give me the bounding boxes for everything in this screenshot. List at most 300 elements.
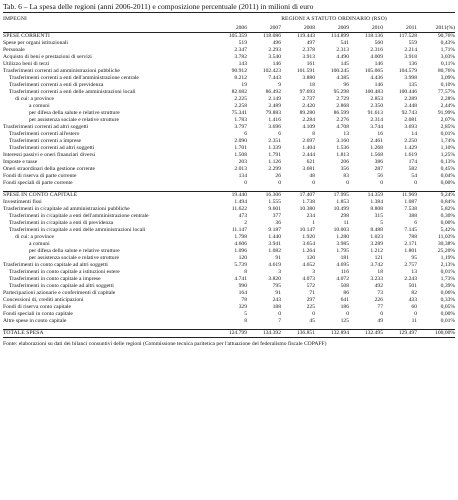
row-value: 2.347 bbox=[234, 47, 247, 53]
row-value: 10.499 bbox=[333, 206, 349, 212]
row-value: 136.851 bbox=[281, 330, 315, 338]
row-value: 519 bbox=[238, 40, 247, 46]
row-value: 91 bbox=[275, 290, 281, 296]
row-value: 4.606 bbox=[234, 241, 247, 247]
row-value: 0,06% bbox=[440, 290, 456, 296]
row-value: 186 bbox=[340, 304, 349, 310]
row-label: Oneri straordinari della gestione corrente bbox=[3, 166, 95, 172]
row-value: 2.697 bbox=[302, 138, 315, 144]
row-value: 2.081 bbox=[404, 117, 417, 123]
row-value: 132.894 bbox=[315, 330, 349, 338]
row-value: 1.853 bbox=[336, 199, 349, 205]
row-value: 1.783 bbox=[234, 117, 247, 123]
row-value: 100.483 bbox=[364, 89, 383, 95]
row-value: 132.495 bbox=[349, 330, 383, 338]
row-value: 497 bbox=[306, 40, 315, 46]
row-value: 1.339 bbox=[268, 145, 281, 151]
row-value: 1.920 bbox=[302, 234, 315, 240]
row-value: 114.899 bbox=[331, 33, 349, 39]
row-value: 90.912 bbox=[231, 68, 247, 74]
row-value: 2.757 bbox=[404, 262, 417, 268]
row-value: 75.341 bbox=[231, 110, 247, 116]
row-value: 582 bbox=[408, 166, 417, 172]
row-value: 8 bbox=[244, 318, 247, 324]
year-header: 2006 bbox=[213, 25, 247, 33]
row-value: 3.233 bbox=[370, 276, 383, 282]
row-value: 100,00% bbox=[417, 330, 455, 338]
row-value: 11.622 bbox=[231, 206, 247, 212]
row-value: 3.681 bbox=[302, 166, 315, 172]
row-value: 129.497 bbox=[383, 330, 417, 338]
row-value: 2.293 bbox=[268, 47, 281, 53]
row-value: 1.212 bbox=[370, 248, 383, 254]
header-group-row bbox=[3, 13, 455, 26]
row-label: Trasferimenti correnti a imprese bbox=[9, 138, 82, 144]
row-label: Trasferimenti in conto capitale ad altri soggetti bbox=[9, 283, 114, 289]
year-header: 2007 bbox=[247, 25, 281, 33]
row-value: 4.708 bbox=[336, 124, 349, 130]
row-value: 1.801 bbox=[404, 248, 417, 254]
row-value: 89.280 bbox=[299, 110, 315, 116]
row-value: 3.744 bbox=[370, 124, 383, 130]
row-value: 0,00% bbox=[440, 311, 456, 317]
row-value: 4.619 bbox=[268, 262, 281, 268]
row-value: 9.601 bbox=[268, 206, 281, 212]
row-value: 2.448 bbox=[404, 103, 417, 109]
row-value: 82 bbox=[411, 290, 417, 296]
row-value: 5.739 bbox=[234, 262, 247, 268]
table-row bbox=[3, 199, 455, 206]
row-value: 100.245 bbox=[330, 68, 349, 74]
table-row bbox=[3, 262, 455, 269]
row-value: 0 bbox=[414, 180, 417, 186]
row-value: 19.440 bbox=[231, 192, 247, 198]
row-value: 4.009 bbox=[370, 54, 383, 60]
row-value: 4.436 bbox=[370, 75, 383, 81]
row-label: Interessi passivi e oneri finanziari diversi bbox=[3, 152, 96, 158]
row-value: 2.378 bbox=[302, 47, 315, 53]
row-value: 1.568 bbox=[370, 152, 383, 158]
row-value: 203 bbox=[238, 159, 247, 165]
year-header: 2011(%) bbox=[417, 25, 455, 33]
row-value: 17.995 bbox=[333, 192, 349, 198]
table-row bbox=[3, 166, 455, 173]
row-value: 3.782 bbox=[234, 54, 247, 60]
row-value: 86 bbox=[343, 290, 349, 296]
row-value: 100.446 bbox=[398, 89, 417, 95]
row-value: 3.985 bbox=[336, 241, 349, 247]
row-value: 79.883 bbox=[265, 110, 281, 116]
row-value: 1.738 bbox=[302, 199, 315, 205]
row-label: per assistenza sociale e relative strutture bbox=[29, 255, 119, 261]
row-value: 8 bbox=[244, 269, 247, 275]
row-value: 3.693 bbox=[404, 124, 417, 130]
row-value: 25,20% bbox=[437, 248, 456, 254]
row-value: 2.250 bbox=[404, 138, 417, 144]
row-value: 1.384 bbox=[370, 199, 383, 205]
row-value: 16.306 bbox=[265, 192, 281, 198]
row-label: a comuni bbox=[29, 241, 50, 247]
row-value: 11 bbox=[343, 220, 349, 226]
impegni-header: IMPEGNI bbox=[3, 13, 213, 26]
row-value: 356 bbox=[340, 166, 349, 172]
table-row bbox=[3, 124, 455, 131]
row-value: 2.258 bbox=[234, 103, 247, 109]
row-label: SPESE CORRENTI bbox=[3, 33, 50, 39]
row-value: 7.443 bbox=[268, 75, 281, 81]
total-row bbox=[3, 330, 455, 338]
row-value: 2.276 bbox=[336, 117, 349, 123]
row-value: 48 bbox=[309, 173, 315, 179]
row-value: 2.289 bbox=[404, 96, 417, 102]
row-value: 2.225 bbox=[234, 96, 247, 102]
row-label: Imposte e tasse bbox=[3, 159, 38, 165]
row-value: 125 bbox=[340, 318, 349, 324]
row-label: Personale bbox=[3, 47, 25, 53]
row-value: 105.359 bbox=[228, 33, 247, 39]
row-value: 2.314 bbox=[370, 117, 383, 123]
table-row bbox=[3, 75, 455, 82]
row-label: Fondi speciali in conto capitale bbox=[3, 311, 73, 317]
row-value: 226 bbox=[374, 297, 383, 303]
row-label: Fondi speciali di parte corrente bbox=[3, 180, 73, 186]
row-label: Trasferimenti correnti a enti delle amministrazioni locali bbox=[9, 89, 136, 95]
row-value: 49 bbox=[377, 318, 383, 324]
row-value: 7.538 bbox=[404, 206, 417, 212]
row-value: 174 bbox=[408, 159, 417, 165]
row-value: 161 bbox=[306, 61, 315, 67]
row-value: 3.998 bbox=[404, 75, 417, 81]
row-value: 0,01% bbox=[440, 131, 456, 137]
row-value: 118.086 bbox=[263, 33, 281, 39]
table-row bbox=[3, 283, 455, 290]
row-value: 78 bbox=[241, 297, 247, 303]
table-row bbox=[3, 255, 455, 262]
row-value: 1.264 bbox=[302, 248, 315, 254]
row-label: Trasferimenti in c/capitale a enti delle amministrazioni locali bbox=[9, 227, 146, 233]
row-value: 501 bbox=[408, 283, 417, 289]
row-label: Spese per organi istituzionali bbox=[3, 40, 68, 46]
row-label: Trasferimenti in c/capitale a enti di previdenza bbox=[9, 220, 114, 226]
row-value: 16 bbox=[377, 131, 383, 137]
row-label: SPESE IN CONTO CAPITALE bbox=[3, 192, 78, 198]
row-value: 8.212 bbox=[234, 75, 247, 81]
row-value: 990 bbox=[238, 283, 247, 289]
row-value: 2.737 bbox=[302, 96, 315, 102]
row-value: 118.136 bbox=[365, 33, 383, 39]
row-value: 298 bbox=[340, 213, 349, 219]
row-label: Fondi di riserva conto capitale bbox=[3, 304, 72, 310]
row-value: 0,39% bbox=[440, 283, 456, 289]
row-label: per assistenza sociale e relative strutture bbox=[29, 117, 119, 123]
table-body bbox=[3, 33, 455, 338]
row-value: 0,43% bbox=[440, 40, 456, 46]
row-value: 1.087 bbox=[404, 199, 417, 205]
row-value: 1,74% bbox=[440, 138, 456, 144]
row-value: 541 bbox=[340, 40, 349, 46]
row-value: 3.820 bbox=[268, 276, 281, 282]
row-value: 560 bbox=[374, 40, 383, 46]
row-label: Acquisto di beni e prestazioni di servizi bbox=[3, 54, 92, 60]
row-value: 1,10% bbox=[440, 145, 456, 151]
row-value: 2.489 bbox=[268, 103, 281, 109]
table-row bbox=[3, 220, 455, 227]
document-page bbox=[3, 2, 455, 348]
row-value: 329 bbox=[238, 304, 247, 310]
row-label: Trasferimenti correnti all'estero bbox=[9, 131, 80, 137]
row-value: 0 bbox=[278, 180, 281, 186]
row-value: 2.853 bbox=[370, 96, 383, 102]
row-value: 1.096 bbox=[234, 248, 247, 254]
row-value: 0 bbox=[414, 311, 417, 317]
table-row bbox=[3, 117, 455, 124]
row-value: 0 bbox=[312, 180, 315, 186]
row-value: 3.880 bbox=[302, 75, 315, 81]
row-value: 10.003 bbox=[333, 227, 349, 233]
row-value: 297 bbox=[306, 297, 315, 303]
row-value: 104.579 bbox=[398, 68, 417, 74]
row-value: 90,76% bbox=[437, 33, 456, 39]
row-value: 6 bbox=[278, 131, 281, 137]
row-value: 124.799 bbox=[213, 330, 247, 338]
row-value: 2 bbox=[244, 220, 247, 226]
row-value: 1.082 bbox=[268, 248, 281, 254]
row-value: 13 bbox=[411, 269, 417, 275]
row-value: 0 bbox=[244, 180, 247, 186]
row-value: 0,00% bbox=[440, 180, 456, 186]
row-value: 119.443 bbox=[297, 33, 315, 39]
table-row bbox=[3, 54, 455, 61]
row-label: Trasferimenti correnti a enti dell'amministrazione centrale bbox=[9, 75, 139, 81]
row-label: Trasferimenti in conto capitale ad altri soggetti bbox=[3, 262, 108, 268]
table-title: Tab. 6 – La spesa delle regioni (anni 2006-2011) e composizione percentuale (2011) in milioni di euro bbox=[3, 2, 314, 11]
row-value: 4.652 bbox=[302, 262, 315, 268]
row-value: 18 bbox=[377, 269, 383, 275]
row-value: 508 bbox=[340, 283, 349, 289]
table-row bbox=[3, 145, 455, 152]
row-value: 0 bbox=[380, 311, 383, 317]
row-value: 2.351 bbox=[268, 138, 281, 144]
row-value: 0 bbox=[278, 311, 281, 317]
row-label: Trasferimenti in c/capitale ad amministrazioni pubbliche bbox=[3, 206, 130, 212]
row-value: 134 bbox=[238, 173, 247, 179]
row-value: 2.461 bbox=[370, 138, 383, 144]
row-value: 4.109 bbox=[302, 124, 315, 130]
row-value: 2.149 bbox=[268, 96, 281, 102]
row-value: 2.444 bbox=[302, 152, 315, 158]
row-value: 243 bbox=[272, 297, 281, 303]
row-value: 145 bbox=[340, 61, 349, 67]
table-row bbox=[3, 180, 455, 187]
table-row bbox=[3, 96, 455, 103]
row-value: 3 bbox=[278, 269, 281, 275]
table-row bbox=[3, 248, 455, 255]
row-value: 9 bbox=[278, 82, 281, 88]
table-row bbox=[3, 227, 455, 234]
row-value: 2.868 bbox=[336, 103, 349, 109]
row-label: Fondi di riserva di parte corrente bbox=[3, 173, 77, 179]
table-row bbox=[3, 318, 455, 325]
row-value: 3.918 bbox=[404, 54, 417, 60]
row-value: 96 bbox=[343, 82, 349, 88]
table-row bbox=[3, 234, 455, 241]
year-header: 2008 bbox=[281, 25, 315, 33]
row-value: 2.316 bbox=[370, 47, 383, 53]
row-label: Trasferimenti correnti ad amministrazioni pubbliche bbox=[3, 68, 120, 74]
row-label: per difesa della salute e relative strutture bbox=[29, 248, 120, 254]
row-value: 206 bbox=[340, 159, 349, 165]
row-value: 6 bbox=[244, 131, 247, 137]
row-value: 121 bbox=[374, 255, 383, 261]
row-value: 136 bbox=[408, 61, 417, 67]
row-value: 0 bbox=[380, 180, 383, 186]
row-value: 6 bbox=[414, 220, 417, 226]
row-value: 1.701 bbox=[234, 145, 247, 151]
row-value: 559 bbox=[408, 40, 417, 46]
row-value: 0,00% bbox=[440, 220, 456, 226]
table-row bbox=[3, 152, 455, 159]
row-value: 26 bbox=[275, 173, 281, 179]
row-value: 388 bbox=[408, 213, 417, 219]
row-value: 2.214 bbox=[404, 47, 417, 53]
row-label: a comuni bbox=[29, 103, 50, 109]
row-label: Trasferimenti correnti ad altri soggetti bbox=[9, 145, 95, 151]
row-value: 1.404 bbox=[302, 145, 315, 151]
row-value: 0,10% bbox=[440, 82, 456, 88]
row-value: 77,57% bbox=[437, 89, 456, 95]
row-value: 234 bbox=[306, 213, 315, 219]
row-value: 1,19% bbox=[440, 255, 456, 261]
row-value: 2,07% bbox=[440, 117, 456, 123]
row-label: Trasferimenti correnti ad altri soggetti bbox=[3, 124, 89, 130]
row-value: 8.488 bbox=[370, 227, 383, 233]
table-row bbox=[3, 304, 455, 311]
row-value: 0,13% bbox=[440, 159, 456, 165]
row-value: 101.591 bbox=[296, 68, 315, 74]
table-row bbox=[3, 241, 455, 248]
row-value: 0,33% bbox=[440, 297, 456, 303]
row-value: 3.941 bbox=[268, 241, 281, 247]
row-value: 377 bbox=[272, 213, 281, 219]
row-label: Trasferimenti in c/capitale a enti dell'amministrazione centrale bbox=[9, 213, 149, 219]
row-value: 492 bbox=[374, 283, 383, 289]
row-value: 1 bbox=[312, 220, 315, 226]
row-value: 18 bbox=[309, 82, 315, 88]
row-value: 4.490 bbox=[336, 54, 349, 60]
row-value: 1.795 bbox=[336, 248, 349, 254]
row-value: 621 bbox=[306, 159, 315, 165]
row-value: 5,42% bbox=[440, 227, 456, 233]
table-row bbox=[3, 82, 455, 89]
row-value: 1.813 bbox=[336, 152, 349, 158]
row-value: 5,82% bbox=[440, 206, 456, 212]
row-value: 83 bbox=[343, 173, 349, 179]
row-value: 1.508 bbox=[234, 152, 247, 158]
row-value: 2.284 bbox=[302, 117, 315, 123]
year-header: 2010 bbox=[349, 25, 383, 33]
table-row bbox=[3, 138, 455, 145]
table-row bbox=[3, 103, 455, 110]
row-value: 60 bbox=[411, 304, 417, 310]
row-value: 134.392 bbox=[247, 330, 281, 338]
row-label: Concessioni di, crediti anticipazioni bbox=[3, 297, 84, 303]
row-value: 795 bbox=[272, 283, 281, 289]
row-value: 2,13% bbox=[440, 262, 456, 268]
row-value: 4.385 bbox=[336, 75, 349, 81]
row-value: 30,38% bbox=[437, 241, 456, 247]
row-label: di cui: a province bbox=[15, 96, 54, 102]
row-value: 71 bbox=[309, 290, 315, 296]
row-value: 3.913 bbox=[302, 54, 315, 60]
row-value: 1.536 bbox=[336, 145, 349, 151]
row-value: 4.741 bbox=[234, 276, 247, 282]
row-value: 473 bbox=[238, 213, 247, 219]
spending-table bbox=[3, 12, 455, 338]
row-value: 36 bbox=[275, 220, 281, 226]
year-header: 2011 bbox=[383, 25, 417, 33]
row-value: 82.682 bbox=[231, 89, 247, 95]
row-value: 1.555 bbox=[268, 199, 281, 205]
row-value: 3.654 bbox=[302, 241, 315, 247]
row-value: 1.619 bbox=[404, 152, 417, 158]
header-years-row bbox=[3, 25, 455, 33]
row-value: 10.147 bbox=[299, 227, 315, 233]
row-value: 2.090 bbox=[234, 138, 247, 144]
row-value: 572 bbox=[306, 283, 315, 289]
row-value: 91.613 bbox=[367, 110, 383, 116]
table-row bbox=[3, 89, 455, 96]
row-value: 1,25% bbox=[440, 152, 456, 158]
row-value: 11 bbox=[411, 318, 417, 324]
row-value: 92.743 bbox=[401, 110, 417, 116]
row-value: 120 bbox=[238, 255, 247, 261]
row-value: 8.808 bbox=[370, 206, 383, 212]
row-value: 2,28% bbox=[440, 96, 456, 102]
row-value: 3.742 bbox=[370, 262, 383, 268]
row-value: 105.065 bbox=[364, 68, 383, 74]
table-row bbox=[3, 131, 455, 138]
row-value: 86.492 bbox=[265, 89, 281, 95]
row-value: 2.313 bbox=[336, 47, 349, 53]
row-value: 14 bbox=[411, 131, 417, 137]
row-label: TOTALE SPESA bbox=[3, 330, 213, 338]
row-value: 0,04% bbox=[440, 173, 456, 179]
row-value: 11.147 bbox=[231, 227, 247, 233]
row-label: Trasferimenti in conto capitale a imprese bbox=[9, 276, 101, 282]
row-value: 0,05% bbox=[440, 304, 456, 310]
row-value: 73 bbox=[377, 290, 383, 296]
row-label: per difesa della salute e relative strutture bbox=[29, 110, 120, 116]
row-value: 0,84% bbox=[440, 199, 456, 205]
row-value: 56 bbox=[377, 173, 383, 179]
row-value: 11.969 bbox=[401, 192, 417, 198]
row-value: 0,01% bbox=[440, 318, 456, 324]
table-row bbox=[3, 192, 455, 200]
row-value: 496 bbox=[272, 40, 281, 46]
row-value: 3.160 bbox=[336, 138, 349, 144]
row-value: 86.599 bbox=[333, 110, 349, 116]
row-value: 1.126 bbox=[268, 159, 281, 165]
table-row bbox=[3, 276, 455, 283]
row-value: 77 bbox=[377, 304, 383, 310]
table-row bbox=[3, 33, 455, 41]
row-value: 91,99% bbox=[437, 110, 456, 116]
row-value: 135 bbox=[408, 82, 417, 88]
row-label: Partecipazioni azionarie e conferimenti di capitale bbox=[3, 290, 116, 296]
row-value: 3.540 bbox=[268, 54, 281, 60]
table-row bbox=[3, 61, 455, 68]
row-value: 5 bbox=[380, 220, 383, 226]
